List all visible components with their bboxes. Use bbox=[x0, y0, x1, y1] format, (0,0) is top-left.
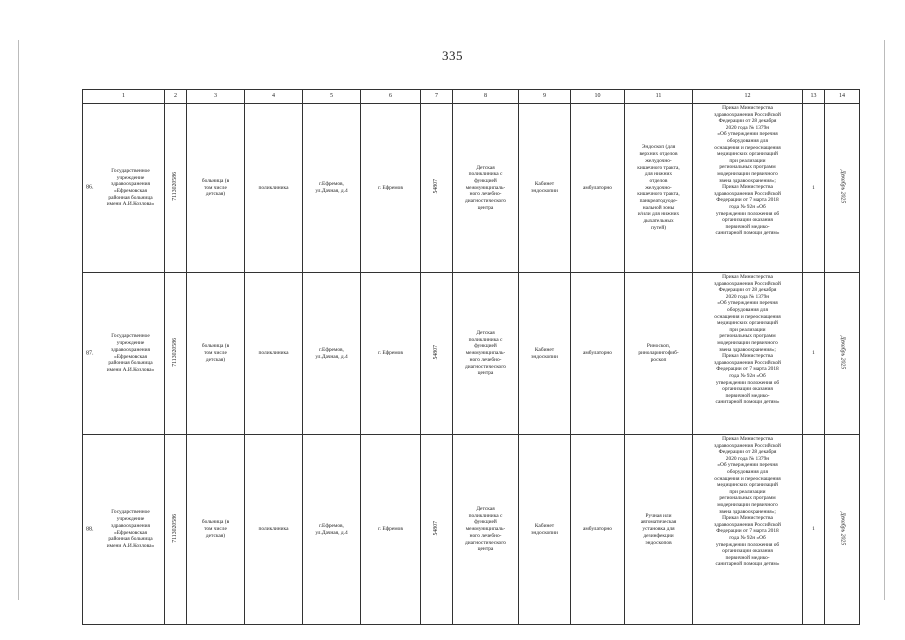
header-cell: 14 bbox=[825, 90, 860, 104]
care-condition: амбулаторно bbox=[583, 350, 612, 357]
equipment-name-cell bbox=[625, 104, 693, 273]
facility-type: больница (в том числе детская) bbox=[201, 177, 230, 198]
deadline-date-cell bbox=[825, 435, 860, 625]
header-row bbox=[83, 90, 860, 104]
left-binding-edge bbox=[18, 40, 19, 600]
okato-code-cell bbox=[421, 104, 453, 273]
city-cell bbox=[361, 435, 421, 625]
quantity: 1 bbox=[812, 184, 815, 191]
row-cell-number-org bbox=[83, 104, 165, 273]
facility-type-cell bbox=[187, 435, 245, 625]
address-cell bbox=[303, 104, 361, 273]
legal-basis: Приказ Министерства здравоохранения Российской Федерации от 28 декабря 2020 года № 1379н «Об утверждении перечня оборудования для оснащения и переоснащения медицинских организаций при реализации региональных программ модернизации первичного звена здравоохранения»; Приказ Министерства здравоохранения Российской Федерации от 7 марта 2018 года № 92н «Об утверждении положения об организации оказания первичной медико- санитарной помощи детям» bbox=[714, 274, 781, 406]
header-cell: 8 bbox=[453, 90, 519, 104]
page-number: 335 bbox=[442, 48, 463, 63]
row-number: 87. bbox=[86, 350, 94, 357]
legal-basis: Приказ Министерства здравоохранения Российской Федерации от 28 декабря 2020 года № 1379н «Об утверждении перечня оборудования для оснащения и переоснащения медицинских организаций при реализации региональных программ модернизации первичного звена здравоохранения»; Приказ Министерства здравоохранения Российской Федерации от 7 марта 2018 года № 92н «Об утверждении положения об организации оказания первичной медико- санитарной помощи детям» bbox=[714, 436, 781, 568]
care-condition: амбулаторно bbox=[583, 526, 612, 533]
care-condition-cell bbox=[571, 104, 625, 273]
organization-name: Государственное учреждение здравоохранения «Ефремовская районная больница имени А.И.Козлова» bbox=[106, 509, 155, 549]
header-cell: 6 bbox=[361, 90, 421, 104]
org-code-cell bbox=[165, 273, 187, 435]
address: г.Ефремов, ул.Дачная, д.4 bbox=[315, 181, 348, 194]
table-row bbox=[83, 104, 860, 273]
org-code-cell bbox=[165, 104, 187, 273]
subdivision: поликлиника bbox=[258, 350, 289, 357]
row-number: 88. bbox=[86, 526, 94, 533]
city: г. Ефремов bbox=[378, 350, 403, 357]
equipment-name-cell bbox=[625, 435, 693, 625]
header-cell: 4 bbox=[245, 90, 303, 104]
okato-code: 54807 bbox=[433, 179, 440, 194]
header-cell: 7 bbox=[421, 90, 453, 104]
city: г. Ефремов bbox=[378, 526, 403, 533]
deadline-date-cell bbox=[825, 104, 860, 273]
unit-name-cell bbox=[453, 104, 519, 273]
cabinet-name-cell bbox=[519, 273, 571, 435]
legal-basis-cell bbox=[693, 104, 803, 273]
cabinet-name-cell bbox=[519, 104, 571, 273]
organization-name: Государственное учреждение здравоохранения «Ефремовская районная больница имени А.И.Козлова» bbox=[106, 167, 155, 208]
okato-code-cell bbox=[421, 435, 453, 625]
care-condition: амбулаторно bbox=[583, 184, 612, 191]
quantity-cell bbox=[803, 104, 825, 273]
care-condition-cell bbox=[571, 273, 625, 435]
subdivision-cell bbox=[245, 104, 303, 273]
header-cell: 2 bbox=[165, 90, 187, 104]
org-code: 7113020586 bbox=[172, 337, 179, 367]
city-cell bbox=[361, 273, 421, 435]
cabinet-name-cell bbox=[519, 435, 571, 625]
okato-code-cell bbox=[421, 273, 453, 435]
legal-basis-cell bbox=[693, 435, 803, 625]
header-cell: 5 bbox=[303, 90, 361, 104]
org-code: 7113020586 bbox=[172, 513, 179, 543]
row-cell-number-org bbox=[83, 273, 165, 435]
org-code-cell bbox=[165, 435, 187, 625]
okato-code: 54807 bbox=[433, 344, 440, 360]
legal-basis-cell bbox=[693, 273, 803, 435]
deadline-date-cell bbox=[825, 273, 860, 435]
equipment-table bbox=[82, 89, 860, 625]
equipment-name: Ручная или автоматическая установка для дезинфекции эндоскопов bbox=[640, 512, 677, 546]
address: г.Ефремов, ул.Дачная, д.4 bbox=[315, 346, 348, 360]
quantity-cell bbox=[803, 273, 825, 435]
equipment-name: Риноскоп, риноларингофиб- роскоп bbox=[638, 343, 679, 363]
header-cell: 11 bbox=[625, 90, 693, 104]
org-code: 7113020586 bbox=[172, 172, 179, 202]
deadline-date: Декабрь 2025 bbox=[839, 511, 846, 545]
subdivision: поликлиника bbox=[258, 526, 289, 533]
unit-name: Детская поликлиника с функцией межмуниципаль- ного лечебно- диагностического центра bbox=[464, 164, 507, 211]
cabinet-name: Кабинет эндоскопии bbox=[531, 181, 558, 194]
city-cell bbox=[361, 104, 421, 273]
subdivision-cell bbox=[245, 435, 303, 625]
unit-name-cell bbox=[453, 435, 519, 625]
okato-code: 54807 bbox=[433, 520, 440, 536]
facility-type: больница (в том числе детская) bbox=[201, 343, 230, 363]
address-cell bbox=[303, 435, 361, 625]
table-row bbox=[83, 435, 860, 625]
subdivision-cell bbox=[245, 273, 303, 435]
quantity-cell bbox=[803, 435, 825, 625]
facility-type-cell bbox=[187, 273, 245, 435]
organization-name: Государственное учреждение здравоохранения «Ефремовская районная больница имени А.И.Козлова» bbox=[106, 333, 155, 373]
deadline-date: Декабрь 2025 bbox=[839, 170, 846, 204]
header-cell: 3 bbox=[187, 90, 245, 104]
city: г. Ефремов bbox=[378, 184, 403, 191]
address: г.Ефремов, ул.Дачная, д.4 bbox=[315, 522, 348, 536]
facility-type-cell bbox=[187, 104, 245, 273]
row-number: 86. bbox=[86, 184, 94, 191]
header-cell: 12 bbox=[693, 90, 803, 104]
header-cell: 1 bbox=[83, 90, 165, 104]
subdivision: поликлиника bbox=[258, 184, 289, 191]
header-cell: 9 bbox=[519, 90, 571, 104]
unit-name-cell bbox=[453, 273, 519, 435]
cabinet-name: Кабинет эндоскопии bbox=[531, 522, 558, 536]
row-cell-number-org bbox=[83, 435, 165, 625]
deadline-date: Декабрь 2025 bbox=[839, 335, 846, 369]
care-condition-cell bbox=[571, 435, 625, 625]
address-cell bbox=[303, 273, 361, 435]
header-cell: 13 bbox=[803, 90, 825, 104]
unit-name: Детская поликлиника с функцией межмуниципаль- ного лечебно- диагностического центра bbox=[464, 506, 507, 553]
cabinet-name: Кабинет эндоскопии bbox=[531, 346, 558, 360]
quantity: 1 bbox=[812, 350, 815, 357]
equipment-name-cell bbox=[625, 273, 693, 435]
equipment-name: Эндоскоп (для верхних отделов желудочно- кишечного тракта, для нижних отделов желудочно- кишечного тракта, панкреатодуоде- нальной зоны и/или для нижних дыхательных путей) bbox=[637, 144, 680, 231]
quantity: 1 bbox=[812, 526, 815, 533]
legal-basis: Приказ Министерства здравоохранения Российской Федерации от 28 декабря 2020 года № 1379н «Об утверждении перечня оборудования для оснащения и переоснащения медицинских организаций при реализации региональных программ модернизации первичного звена здравоохранения»; Приказ Министерства здравоохранения Российской Федерации от 7 марта 2018 года № 92н «Об утверждении положения об организации оказания первичной медико- санитарной помощи детям» bbox=[714, 105, 781, 237]
header-cell: 10 bbox=[571, 90, 625, 104]
table-row bbox=[83, 273, 860, 435]
facility-type: больница (в том числе детская) bbox=[201, 519, 230, 539]
unit-name: Детская поликлиника с функцией межмуниципаль- ного лечебно- диагностического центра bbox=[464, 330, 507, 377]
right-binding-edge bbox=[884, 40, 885, 600]
